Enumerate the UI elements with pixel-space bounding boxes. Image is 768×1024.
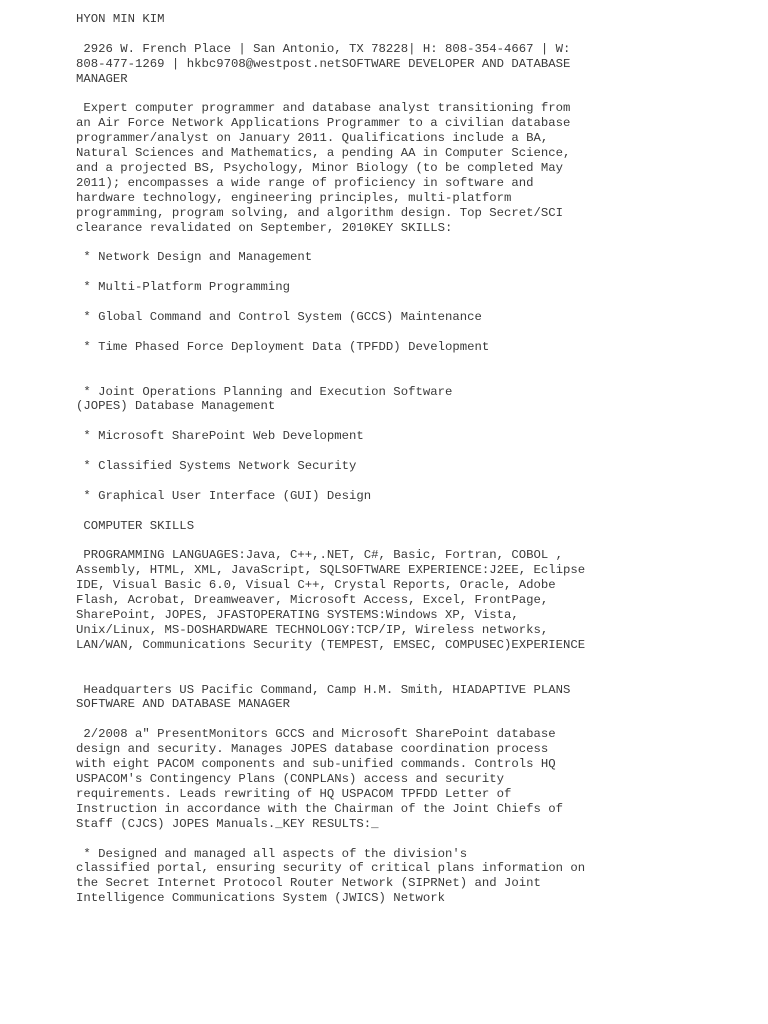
key-skill-item: * Classified Systems Network Security	[76, 459, 357, 474]
key-skill-item: * Network Design and Management	[76, 250, 313, 265]
computer-skills-heading: COMPUTER SKILLS	[76, 518, 195, 533]
summary-paragraph: Expert computer programmer and database analyst transitioning from an Air Force Network Applications Programmer to a civilian database programmer/analyst on January 2011. Qualifications include a BA, Natural Sciences and Mathematics, a pending AA in Computer Science, and a projected BS, Psychology, Minor Biology (to be completed May 2011); encompasses a wide range of proficiency in software and hardware technology, engineering principles, multi-platform programming, program solving, and algorithm design. Top Secret/SCI clearance revalidated on September, 2010KEY SKILLS:	[76, 101, 571, 235]
key-skill-item: * Graphical User Interface (GUI) Design	[76, 488, 372, 503]
applicant-name: HYON MIN KIM	[76, 12, 165, 26]
job-description: 2/2008 a" PresentMonitors GCCS and Microsoft SharePoint database design and security. Manages JOPES database coordination process with eight PACOM components and sub-unified commands. Controls HQ USPACOM's Contingency Plans (CONPLANs) access and security requirements. Leads rewriting of HQ USPACOM TPFDD Letter of Instruction in accordance with the Chairman of the Joint Chiefs of Staff (CJCS) JOPES Manuals._KEY RESULTS:_	[76, 727, 564, 831]
key-skill-item: * Multi-Platform Programming	[76, 280, 291, 295]
key-skill-item: * Microsoft SharePoint Web Development	[76, 429, 364, 444]
key-skill-item: * Global Command and Control System (GCCS) Maintenance	[76, 310, 482, 325]
key-results-list	[76, 847, 756, 907]
resume-document	[76, 12, 756, 906]
employer-heading: Headquarters US Pacific Command, Camp H.M. Smith, HIADAPTIVE PLANS SOFTWARE AND DATABASE MANAGER	[76, 682, 571, 712]
key-skills-list	[76, 250, 756, 503]
key-skill-item: * Time Phased Force Deployment Data (TPFDD) Development	[76, 339, 490, 354]
computer-skills-paragraph: PROGRAMMING LANGUAGES:Java, C++,.NET, C#, Basic, Fortran, COBOL , Assembly, HTML, XML, JavaScript, SQLSOFTWARE EXPERIENCE:J2EE, Eclipse IDE, Visual Basic 6.0, Visual C++, Crystal Reports, Oracle, Adobe Flash, Acrobat, Dreamweaver, Microsoft Access, Excel, FrontPage, SharePoint, JOPES, JFASTOPERATING SYSTEMS:Windows XP, Vista, Unix/Linux, MS-DOSHARDWARE TECHNOLOGY:TCP/IP, Wireless networks, LAN/WAN, Communications Security (TEMPEST, EMSEC, COMPUSEC)EXPERIENCE	[76, 548, 586, 652]
key-skill-item: * Joint Operations Planning and Execution Software (JOPES) Database Management	[76, 384, 453, 414]
key-result-item: * Designed and managed all aspects of the division's classified portal, ensuring security of critical plans information on the Secret Internet Protocol Router Network (SIPRNet) and Joint Intelligence Communications System (JWICS) Network	[76, 846, 586, 906]
contact-line: 2926 W. French Place | San Antonio, TX 78228| H: 808-354-4667 | W: 808-477-1269 | hkbc9708@westpost.netSOFTWARE DEVELOPER AND DATABASE MANAGER	[76, 41, 571, 86]
